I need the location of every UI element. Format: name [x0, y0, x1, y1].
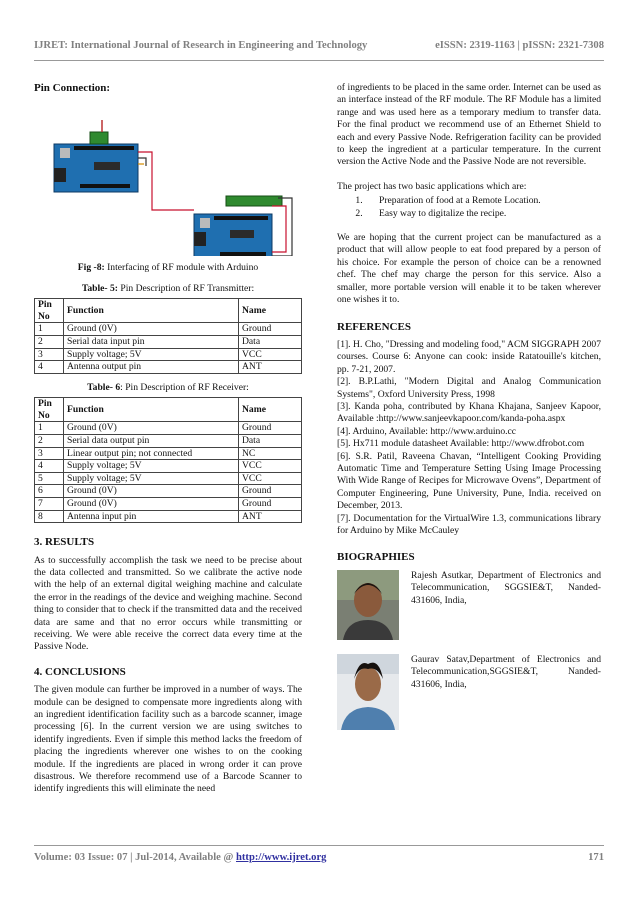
cell-pin-no: 7 [35, 497, 64, 510]
table-row [35, 348, 302, 361]
table-row [35, 336, 302, 349]
cell-name: ANT [239, 361, 302, 374]
footer-rule [34, 845, 604, 846]
cell-name: NC [239, 447, 302, 460]
reference-item: [2]. B.P.Lathi, "Modern Digital and Analog Communication Systems", Oxford University Press, 1998 [337, 376, 601, 400]
table5-caption: Table- 5: Pin Description of RF Transmitter: [81, 282, 255, 294]
cell-function: Serial data output pin [64, 434, 239, 447]
left-column [34, 82, 302, 796]
footer-volume: Volume: 03 Issue: 07 | Jul-2014, Available @ http://www.ijret.org [34, 852, 327, 863]
header-rule [34, 60, 604, 61]
journal-title: IJRET: International Journal of Research in Engineering and Technology [34, 40, 368, 51]
cell-name: VCC [239, 472, 302, 485]
journal-link[interactable]: http://www.ijret.org [236, 852, 327, 863]
cell-pin-no: 6 [35, 485, 64, 498]
cell-name: Data [239, 434, 302, 447]
page-header [34, 40, 604, 51]
reference-item: [6]. S.R. Patil, Raveena Chavan, “Intelligent Cooking Providing Automatic Time and Temperature Setting Using Image Processing With Wide Range of Recipes for Microwave Ovens”, Department of Computer Engineering, Pune University, Pune, India. received on December, 2013. [337, 450, 601, 512]
conclusions-text: The given module can further be improved in a number of ways. The module can be designed to compensate more ingredients along with an ingredient identification facility such as a barcode scanner, image processing [6]. In the current version we are using switches to identify ingredients. Even if simple this method lacks the freedom of placing the ingredients wherever one wishes to on the cooking module. If the ingredients are placed in wrong order it can prove disastrous. We therefore recommend use of a Barcode Scanner to identify ingredients this will eliminate the need [34, 684, 302, 795]
cell-pin-no: 2 [35, 336, 64, 349]
cell-function: Ground (0V) [64, 485, 239, 498]
col-name: Name [239, 299, 302, 323]
references-heading: REFERENCES [337, 320, 411, 333]
conclusions-heading: 4. CONCLUSIONS [34, 665, 126, 678]
col-pin-no: Pin No [35, 299, 64, 323]
author-photo [337, 570, 399, 640]
cell-name: Ground [239, 497, 302, 510]
table-rf-receiver [34, 397, 302, 523]
col-function: Function [64, 398, 239, 422]
cell-function: Supply voltage; 5V [64, 348, 239, 361]
cell-pin-no: 1 [35, 323, 64, 336]
table-row [35, 497, 302, 510]
rf-arduino-diagram [34, 106, 302, 256]
applications-list [337, 195, 601, 220]
cell-function: Antenna input pin [64, 510, 239, 523]
cell-function: Serial data input pin [64, 336, 239, 349]
table-row [35, 323, 302, 336]
table6-caption: Table- 6: Pin Description of RF Receiver: [87, 381, 249, 393]
arduino-figure [34, 106, 302, 256]
reference-item: [7]. Documentation for the VirtualWire 1.3, communications library for Arduino by Mike McCauley [337, 512, 601, 536]
bio-text: Rajesh Asutkar, Department of Electronics and Telecommunication, SGGSIE&T, Nanded- 431606, India, [411, 569, 601, 606]
cell-name: VCC [239, 460, 302, 473]
table-row [35, 361, 302, 374]
author-photo [337, 654, 399, 730]
right-column [337, 82, 601, 730]
cell-function: Ground (0V) [64, 497, 239, 510]
cell-pin-no: 3 [35, 348, 64, 361]
table-rf-transmitter [34, 298, 302, 374]
table-row [35, 460, 302, 473]
col-function: Function [64, 299, 239, 323]
hope-text: We are hoping that the current project can be manufactured as a product that will allow people to eat food prepared by a person of his choice. For example the person of choice can be a renowned chef. The chef may charge the person for this service. Also a smaller, more portable version will enable it to be taken wherever one wishes it to. [337, 232, 601, 306]
cell-function: Supply voltage; 5V [64, 460, 239, 473]
cell-function: Ground (0V) [64, 323, 239, 336]
table-row [35, 434, 302, 447]
cell-pin-no: 5 [35, 472, 64, 485]
cell-pin-no: 4 [35, 361, 64, 374]
cell-name: Ground [239, 323, 302, 336]
cell-function: Supply voltage; 5V [64, 472, 239, 485]
list-item: 1. Preparation of food at a Remote Location. [365, 195, 601, 207]
cell-function: Antenna output pin [64, 361, 239, 374]
cell-pin-no: 2 [35, 434, 64, 447]
results-text: As to successfully accomplish the task we need to be precise about the data collected and transmitted. So we calibrate the active node with the help of an external digital weighing machine and calculate the error in the readings of the device and weighing machine. Second thing to consider that to check if the transmitted data and the received data are same and that no error occurs while transmitting or receiving. We were able receive the correct data every time at the Passive Node. [34, 554, 302, 653]
cell-pin-no: 3 [35, 447, 64, 460]
cell-pin-no: 1 [35, 422, 64, 435]
cell-name: Ground [239, 422, 302, 435]
col-name: Name [239, 398, 302, 422]
applications-intro: The project has two basic applications which are: [337, 180, 527, 192]
biography [337, 654, 601, 730]
pin-connection-heading: Pin Connection: [34, 82, 111, 94]
issn: eISSN: 2319-1163 | pISSN: 2321-7308 [435, 40, 604, 51]
reference-item: [3]. Kanda poha, contributed by Khana Khajana, Sanjeev Kapoor, Available :http://www.sanjeevkapoor.com/kanda-poha.aspx [337, 400, 601, 425]
references-list [337, 339, 601, 538]
cell-function: Linear output pin; not connected [64, 447, 239, 460]
table-row [35, 472, 302, 485]
reference-item: [4]. Arduino, Available: http://www.arduino.cc [337, 425, 517, 437]
cell-function: Ground (0V) [64, 422, 239, 435]
list-item: 2. Easy way to digitalize the recipe. [365, 208, 601, 220]
table-row [35, 485, 302, 498]
table-row [35, 422, 302, 435]
cell-name: Ground [239, 485, 302, 498]
cell-pin-no: 4 [35, 460, 64, 473]
results-heading: 3. RESULTS [34, 536, 95, 549]
biography [337, 570, 601, 640]
table-row [35, 447, 302, 460]
cell-name: ANT [239, 510, 302, 523]
bio-text: Gaurav Satav,Department of Electronics and Telecommunication,SGGSIE&T, Nanded- 431606, India, [411, 653, 601, 690]
page-number: 171 [588, 852, 604, 863]
table-row [35, 510, 302, 523]
biographies-heading: BIOGRAPHIES [337, 551, 415, 564]
cell-pin-no: 8 [35, 510, 64, 523]
page-footer [34, 852, 604, 863]
continued-text: of ingredients to be placed in the same order. Internet can be used as an interface instead of the RF module. The RF Module has a limited range and was used here as a temporary medium to transfer data. For the final product we recommend use of an Ethernet Shield to each and every Passive Node. Refrigeration facility can be provided to keep the ingredient at a particular temperature. In the current version the Active Node and the Passive Node are not reversible. [337, 82, 601, 168]
reference-item: [5]. Hx711 module datasheet Available: http://www.dfrobot.com [337, 438, 585, 450]
cell-name: VCC [239, 348, 302, 361]
col-pin-no: Pin No [35, 398, 64, 422]
reference-item: [1]. H. Cho, "Dressing and modeling food," ACM SIGGRAPH 2007 courses. Course 6: Anyone can cook: inside Ratatouille's kitchen, pp. 7-21, 2007. [337, 338, 601, 375]
cell-name: Data [239, 336, 302, 349]
figure-caption: Fig -8: Interfacing of RF module with Arduino [77, 262, 259, 274]
